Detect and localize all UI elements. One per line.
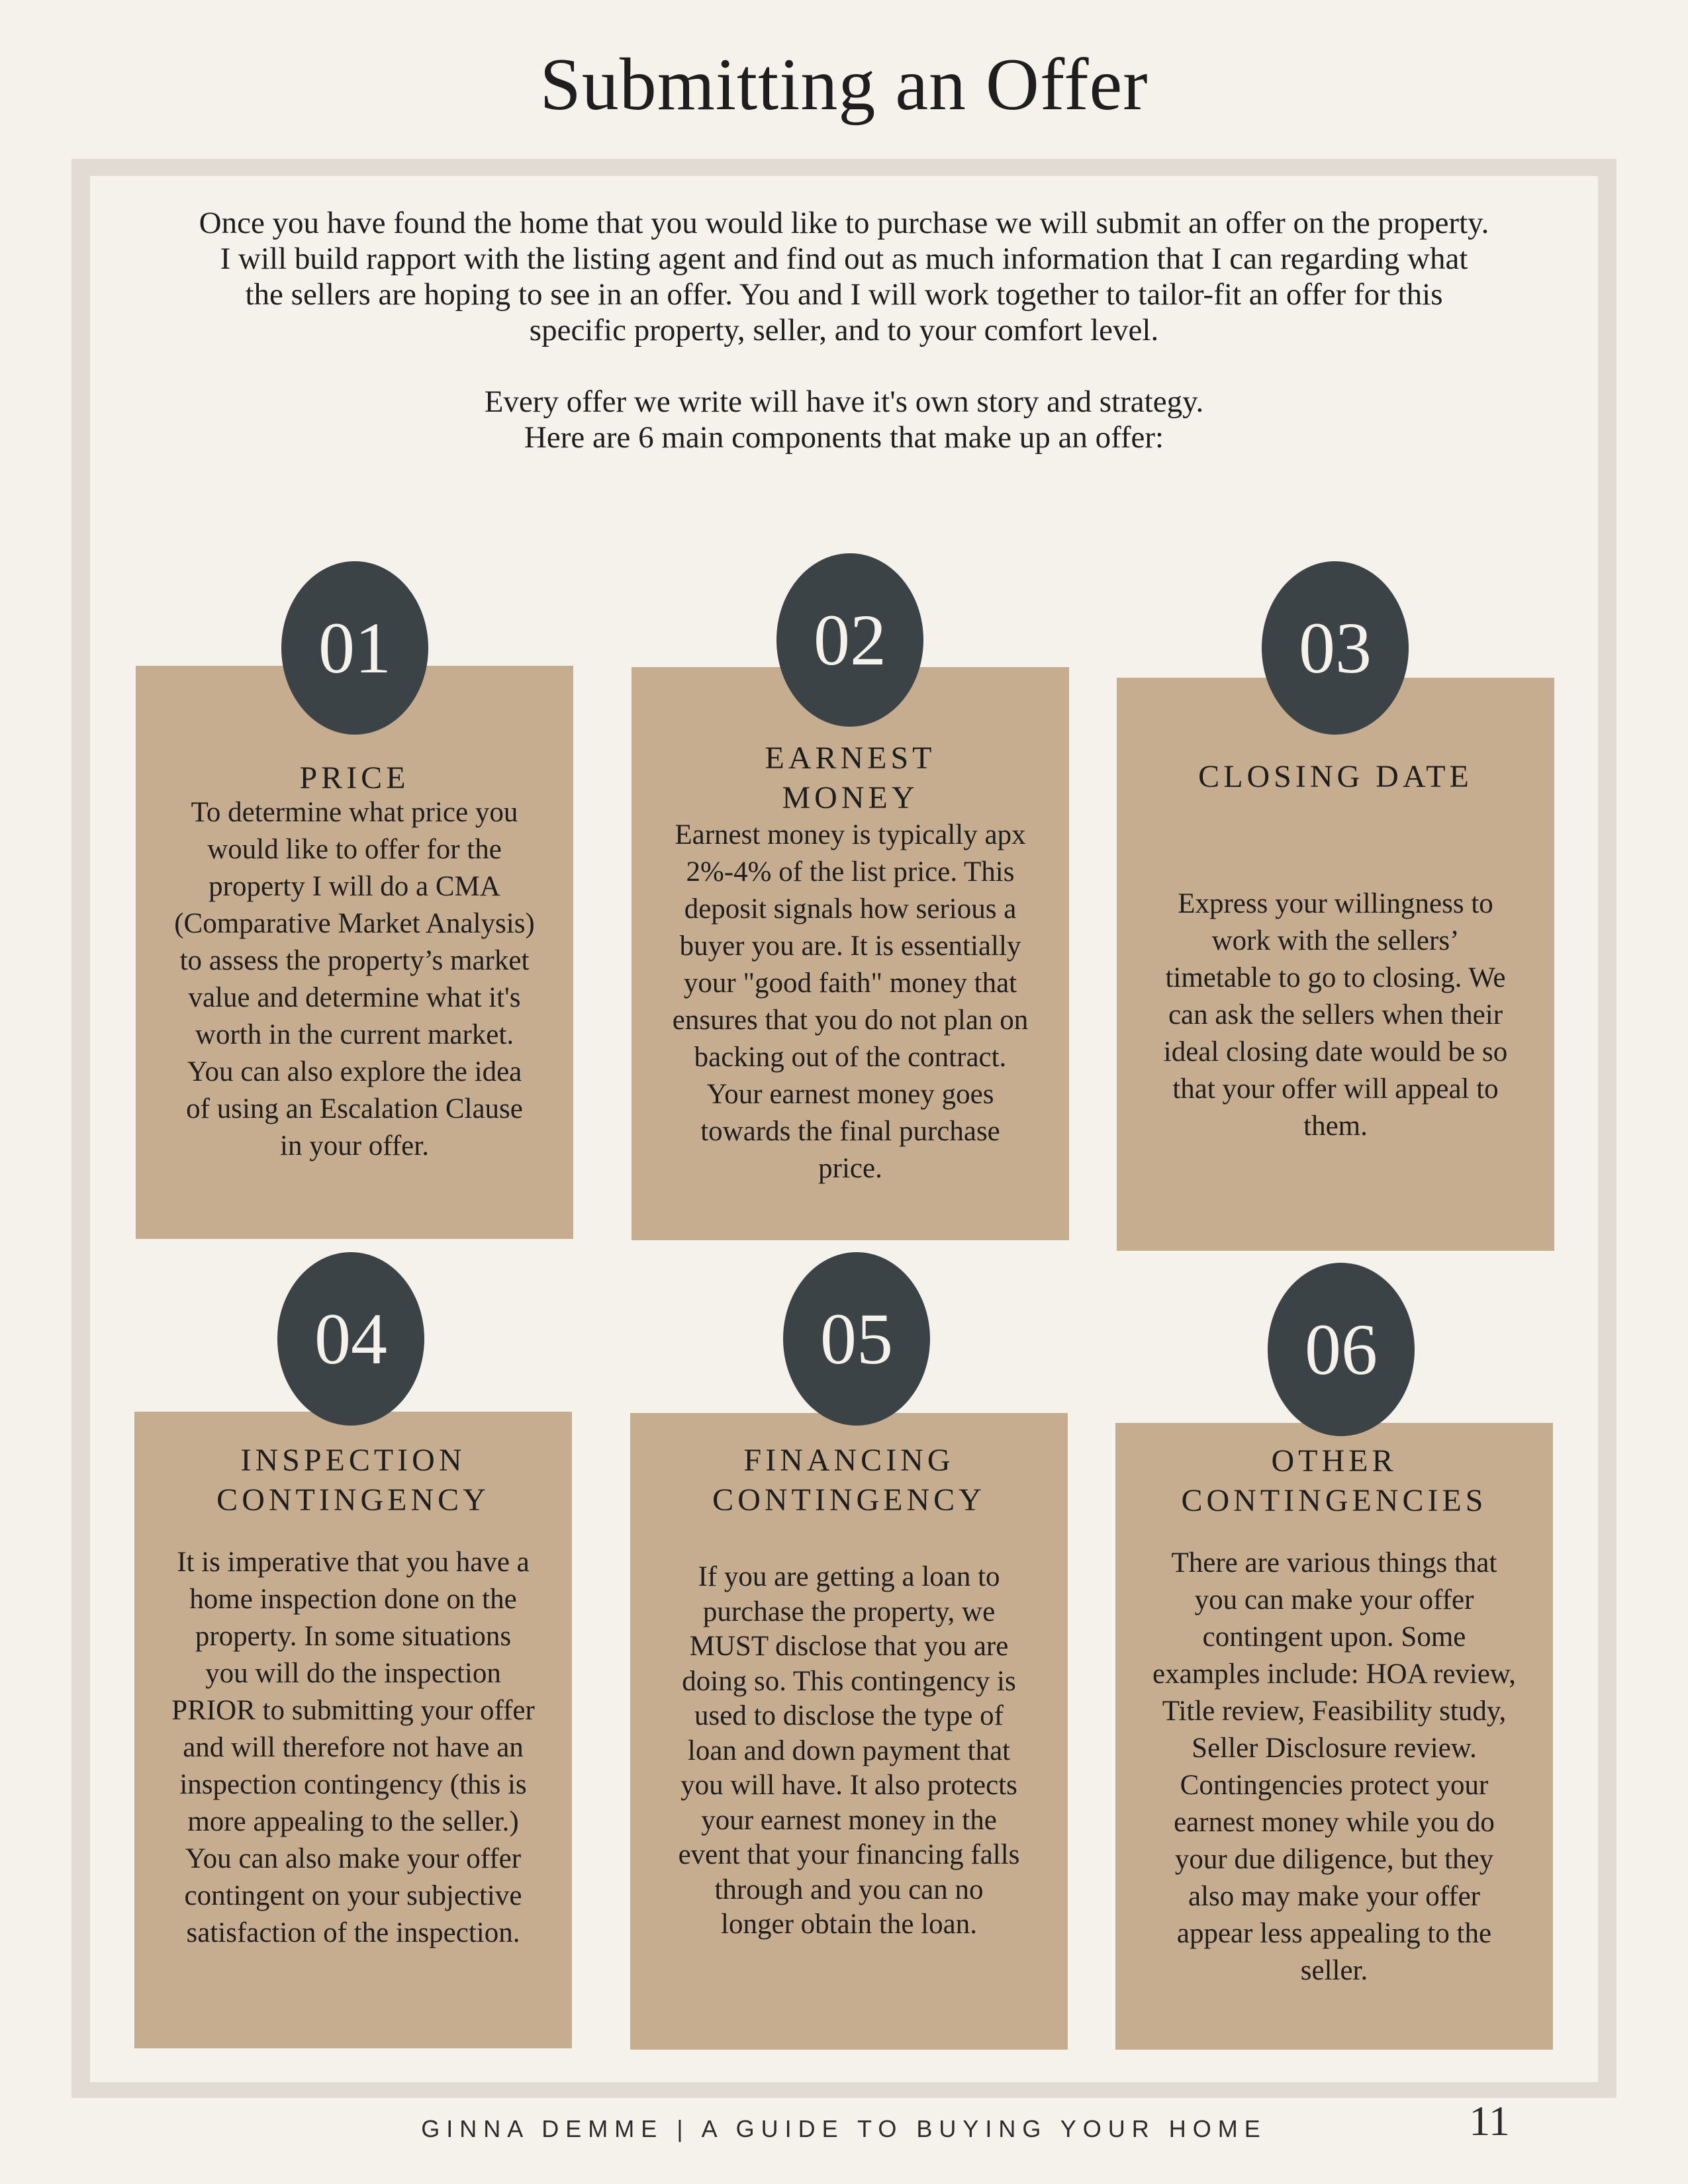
intro-paragraph: Once you have found the home that you would like to purchase we will submit an offer on the property. I will build rapport with the listing agent and find out as much information that I can regarding what the sellers are hoping to see in an offer. You and I will work together to tailor-fit an offer for this specific property, seller, and to your comfort level. <box>199 206 1489 347</box>
number-badge-04: 04 <box>277 1252 424 1426</box>
card-title: OTHER CONTINGENCIES <box>1181 1443 1487 1518</box>
card-text: Express your willingness to work with the sellers’ timetable to go to closing. We can ask the sellers when their ideal closing date would be so that your offer will appeal to them. <box>1163 888 1508 1142</box>
page-number: 11 <box>1469 2097 1510 2144</box>
page-title: Submitting an Offer <box>539 44 1149 126</box>
intro-line-2: Here are 6 main components that make up an offer: <box>524 420 1164 455</box>
card-text: To determine what price you would like to offer for the property I will do a CMA (Comparative Market Analysis) to assess the property’s market value and determine what it's worth in the current market. You can also explore the idea of using an Escalation Clause in your offer. <box>174 797 535 1161</box>
card-title: CLOSING DATE <box>1198 759 1473 794</box>
card-price <box>136 666 573 1239</box>
card-text: There are various things that you can make your offer contingent upon. Some examples include: HOA review, Title review, Feasibility study, Seller Disclosure review. Contingencies protect your earnest money while you do your due diligence, but they also may make your offer appear less appealing to the seller. <box>1152 1547 1516 1986</box>
card-financing-contingency <box>630 1413 1068 2050</box>
card-closing-date <box>1117 678 1554 1251</box>
number-badge-02: 02 <box>776 553 923 727</box>
number-badge-06: 06 <box>1268 1263 1415 1436</box>
card-earnest-money <box>632 667 1069 1240</box>
number-badge-03: 03 <box>1262 561 1409 735</box>
card-title: INSPECTION CONTINGENCY <box>216 1443 490 1518</box>
card-text: Earnest money is typically apx 2%-4% of the list price. This deposit signals how serious a buyer you are. It is essentially your "good faith" money that ensures that you do not plan on backing out of the contract. Your earnest money goes towards the final purchase price. <box>672 819 1029 1184</box>
number-badge-05: 05 <box>783 1252 930 1426</box>
footer-text: GINNA DEMME | A GUIDE TO BUYING YOUR HOME <box>421 2115 1267 2142</box>
card-title: PRICE <box>299 760 410 796</box>
intro <box>199 205 1489 455</box>
intro-line-1: Every offer we write will have it's own story and strategy. <box>484 385 1204 419</box>
card-other-contingencies <box>1115 1423 1553 2050</box>
card-inspection-contingency <box>134 1412 572 2048</box>
card-text: It is imperative that you have a home inspection done on the property. In some situations you will do the inspection PRIOR to submitting your offer and will therefore not have an inspection contingency (this is more appealing to the seller.) You can also make your offer contingent on your subjective satisfaction of the inspection. <box>171 1547 535 1948</box>
card-text: If you are getting a loan to purchase the property, we MUST disclose that you are doing so. This contingency is used to disclose the type of loan and down payment that you will have. It also protects your earnest money in the event that your financing falls through and you can no longer obtain the loan. <box>678 1561 1020 1940</box>
card-title: FINANCING CONTINGENCY <box>712 1443 986 1518</box>
card-title: EARNEST MONEY <box>765 741 936 815</box>
number-badge-01: 01 <box>281 561 428 735</box>
